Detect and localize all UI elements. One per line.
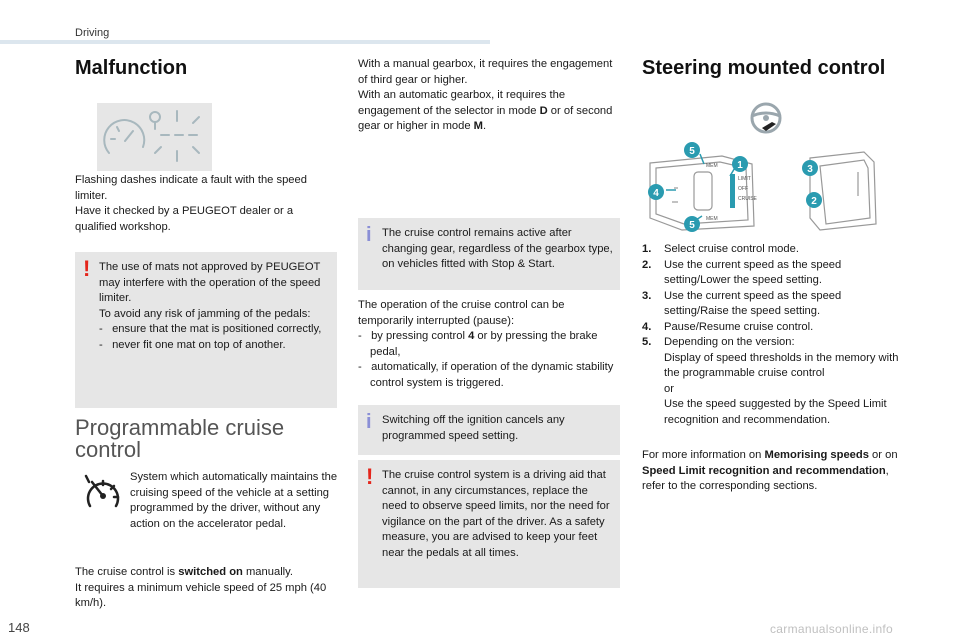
control-item-4: 4. Pause/Resume cruise control. bbox=[642, 320, 814, 333]
stalk-label-limit: LIMIT bbox=[738, 176, 751, 182]
steering-wheel-icon bbox=[748, 100, 784, 136]
pause-item: - by pressing control 4 or by pressing the brake pedal, bbox=[358, 330, 598, 358]
control-item-2: 2. Use the current speed as the speed setting/Lower the speed setting. bbox=[642, 258, 842, 286]
info-icon: i bbox=[366, 411, 372, 433]
pause-item: - automatically, if operation of the dynamic stability control system is triggered. bbox=[358, 361, 614, 389]
header-bar bbox=[0, 0, 960, 10]
pause-text bbox=[358, 298, 616, 391]
link-memorising-speeds: Memorising speeds bbox=[764, 449, 869, 461]
pcc-description: System which automatically maintains the cruising speed of the vehicle at a setting programmed by the driver, without any action on the accelerator pedal. bbox=[130, 471, 338, 530]
header-underline bbox=[0, 40, 490, 44]
switch-on-text bbox=[75, 565, 337, 612]
info-box-ignition bbox=[358, 405, 620, 455]
warning-mats-line1: The use of mats not approved by PEUGEOT may interfere with the operation of the speed limiter. bbox=[99, 261, 321, 304]
pcc-title-line2: control bbox=[75, 437, 142, 462]
control-item-1: 1. Select cruise control mode. bbox=[642, 243, 799, 255]
pcc-title bbox=[75, 417, 284, 461]
malfunction-text bbox=[75, 173, 337, 235]
switch-on-line: The cruise control is switched on manually. bbox=[75, 566, 294, 578]
control-5-line: Use the speed suggested by the Speed Limit recognition and recommendation. bbox=[664, 398, 887, 426]
header-underline-right bbox=[490, 40, 960, 44]
link-speed-limit-recognition: Speed Limit recognition and recommendation bbox=[642, 464, 886, 477]
watermark: carmanualsonline.info bbox=[770, 622, 894, 636]
callout-5-top: 5 bbox=[689, 146, 695, 157]
info-box-ignition-text: Switching off the ignition cancels any programmed speed setting. bbox=[382, 414, 565, 442]
control-item-3: 3. Use the current speed as the speed setting/Raise the speed setting. bbox=[642, 289, 842, 317]
pause-intro: The operation of the cruise control can be temporarily interrupted (pause): bbox=[358, 299, 565, 327]
control-5-line: or bbox=[664, 382, 674, 395]
stalk-label-mem-bottom: MEM bbox=[706, 216, 718, 222]
info-box-gear bbox=[358, 218, 620, 290]
speedometer-dashes-icon bbox=[97, 103, 212, 171]
gearbox-text bbox=[358, 57, 616, 135]
warning-box-driving-aid bbox=[358, 460, 620, 588]
steering-control-title: Steering mounted control bbox=[642, 57, 886, 79]
callout-4: 4 bbox=[653, 188, 659, 199]
malfunction-line-1: Flashing dashes indicate a fault with the speed limiter. bbox=[75, 174, 307, 202]
warning-mats-line2: To avoid any risk of jamming of the pedals: bbox=[99, 307, 311, 320]
warning-mats-item: - never fit one mat on top of another. bbox=[99, 338, 286, 351]
control-5-line: Display of speed thresholds in the memory with the programmable cruise control bbox=[664, 351, 899, 379]
section-title: Driving bbox=[75, 27, 110, 39]
warning-box-driving-aid-text: The cruise control system is a driving aid that cannot, in any circumstances, replace the need to observe speed limits, nor the need for vigilance on the part of the driver. As a safety measure, you are advised to keep your feet near the pedals at all times. bbox=[382, 469, 610, 559]
more-info-text: For more information on Memorising speeds or on Speed Limit recognition and recommendation, refer to the corresponding sections. bbox=[642, 449, 898, 492]
manual-gearbox-line: With a manual gearbox, it requires the engagement of third gear or higher. bbox=[358, 58, 613, 86]
controls-list bbox=[642, 242, 904, 428]
cruise-stalk-diagram bbox=[642, 138, 882, 238]
warning-icon: ! bbox=[366, 464, 374, 489]
auto-gearbox-line: With an automatic gearbox, it requires the engagement of the selector in mode D or of second gear or higher in mode M. bbox=[358, 89, 613, 132]
page-number: 148 bbox=[8, 620, 30, 635]
requires-line: It requires a minimum vehicle speed of 25 mph (40 km/h). bbox=[75, 581, 327, 609]
stalk-label-off: OFF bbox=[738, 186, 748, 192]
control-item-5-detail bbox=[642, 351, 904, 429]
control-item-5: 5. Depending on the version: bbox=[642, 336, 795, 348]
info-box-gear-text: The cruise control remains active after changing gear, regardless of the gearbox type, on vehicles fitted with Stop & Start. bbox=[382, 227, 613, 270]
callout-2: 2 bbox=[811, 196, 817, 207]
warning-box-mats-text bbox=[99, 260, 331, 353]
warning-box-mats bbox=[75, 252, 337, 408]
warning-icon: ! bbox=[83, 256, 91, 281]
pcc-title-line1: Programmable cruise bbox=[75, 415, 285, 440]
callout-5-bottom: 5 bbox=[689, 220, 695, 231]
malfunction-title: Malfunction bbox=[75, 57, 188, 79]
cruise-control-icon bbox=[82, 472, 124, 514]
info-icon: i bbox=[366, 224, 372, 246]
malfunction-line-2: Have it checked by a PEUGEOT dealer or a qualified workshop. bbox=[75, 205, 294, 233]
callout-1: 1 bbox=[737, 160, 743, 171]
stalk-label-mem-top: MEM bbox=[706, 163, 718, 169]
callout-3: 3 bbox=[807, 164, 813, 175]
stalk-label-cruise: CRUISE bbox=[738, 196, 757, 202]
warning-mats-item: - ensure that the mat is positioned correctly, bbox=[99, 323, 322, 335]
